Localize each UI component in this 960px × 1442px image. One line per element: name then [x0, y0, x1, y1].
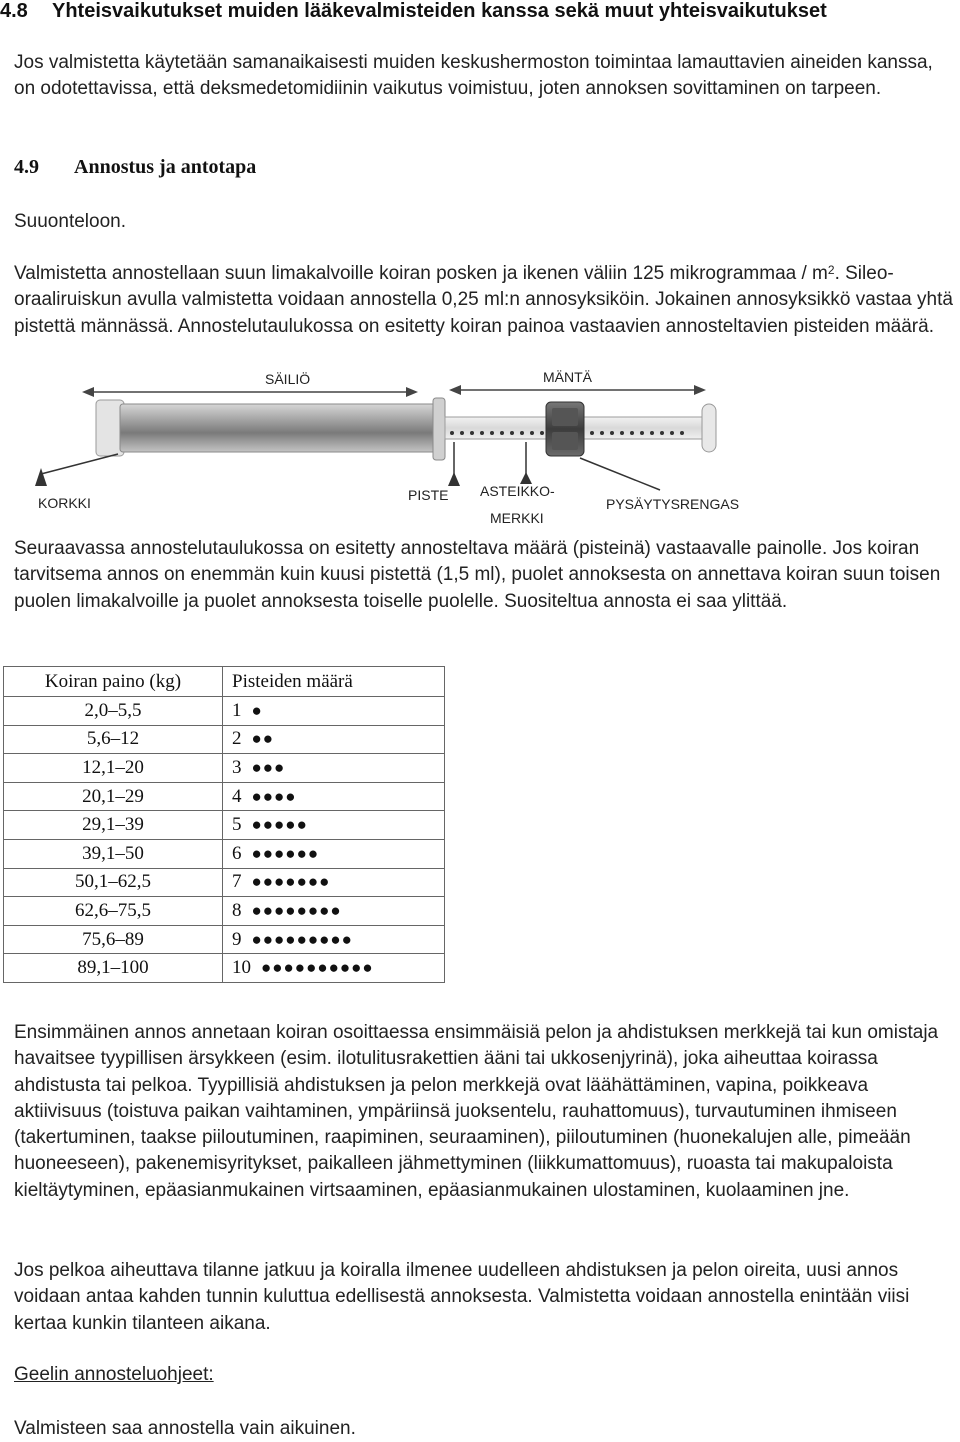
header-dot-count: Pisteiden määrä — [223, 667, 445, 697]
superscript: 2 — [827, 263, 835, 277]
dot-count-cell — [223, 954, 445, 983]
dot-count-number: 2 — [232, 728, 242, 750]
dot-symbols: ●● — [251, 729, 275, 749]
dot-symbols: ●●● — [251, 757, 286, 777]
header-weight: Koiran paino (kg) — [4, 667, 223, 697]
dot-count-number: 7 — [232, 871, 242, 893]
section-4-8-heading — [0, 0, 827, 23]
weight-cell: 50,1–62,5 — [4, 868, 223, 897]
plunger-end-shape — [702, 404, 716, 452]
table-row — [4, 897, 445, 926]
dot-count-cell — [223, 697, 445, 726]
dot-count-number: 8 — [232, 899, 242, 921]
syringe-diagram — [0, 362, 960, 532]
weight-cell: 20,1–29 — [4, 782, 223, 811]
table-row — [4, 954, 445, 983]
dot-count-cell — [223, 754, 445, 783]
dot-count-number: 6 — [232, 842, 242, 864]
dot-symbols: ●●●●●●●● — [251, 900, 342, 920]
dosing-text-part: Valmistetta annostellaan suun limakalvoille koiran posken ja ikenen väliin 125 mikrogrammaa / m — [14, 263, 828, 284]
section-title: Annostus ja antotapa — [74, 156, 257, 178]
label-mantta: MÄNTÄ — [543, 369, 592, 385]
arrow-mantta — [449, 385, 706, 395]
dot-symbols: ●●●● — [251, 786, 297, 806]
dot-count-number: 3 — [232, 756, 242, 778]
dot-symbols: ●●●●●●●●● — [251, 929, 353, 949]
weight-cell: 2,0–5,5 — [4, 697, 223, 726]
interactions-paragraph: Jos valmistetta käytetään samanaikaisesti muiden keskushermoston toimintaa lamauttavien aineiden kanssa, on odotettavissa, että deksmedetomidiinin vaikutus voimistuu, joten annoksen sovittaminen on tarpeen. — [14, 52, 933, 100]
dot-symbols: ●●●●● — [251, 815, 308, 835]
dot-symbols: ● — [251, 700, 263, 720]
weight-cell: 39,1–50 — [4, 839, 223, 868]
dot-count-number: 4 — [232, 785, 242, 807]
dot-count-cell — [223, 868, 445, 897]
stop-ring-detail — [552, 432, 578, 450]
table-intro-paragraph: Seuraavassa annostelutaulukossa on esitetty annosteltava määrä (pisteinä) vastaavalle painolle. Jos koiran tarvitsema annos on enemmän kuin kuusi pistettä (1,5 ml), puolet annoksesta on annettava koiran suun toisen puolen limakalvoille ja puolet annoksesta toiselle puolelle. Suositeltua annosta ei saa ylittää. — [14, 538, 941, 612]
table-row — [4, 811, 445, 840]
table-row — [4, 782, 445, 811]
dose-table — [3, 666, 445, 983]
table-row — [4, 868, 445, 897]
weight-cell: 75,6–89 — [4, 925, 223, 954]
label-pysaytysrengas: PYSÄYTYSRENGAS — [606, 496, 740, 512]
dot-count-number: 10 — [232, 957, 251, 979]
first-dose-paragraph: Ensimmäinen annos annetaan koiran osoittaessa ensimmäisiä pelon ja ahdistuksen merkkejä tai kun omistaja havaitsee tyypillisen ärsykkeen (esim. ilotulitusrakettien ääni tai ukkosenjyrinä), joka aiheuttaa koirassa ahdistusta tai pelkoa. Tyypillisiä ahdistuksen ja pelon merkkejä ovat läähättäminen, vapina, poikkeava aktiivisuus (toistuva paikan vaihtaminen, ympäriinsä juoksentelu, rauhattomuus), turvautuminen ihmiseen (takertuminen, taakse piiloutuminen, raapiminen, seuraaminen), piiloutuminen (huonekalujen alle, pimeään huoneeseen), pakenemisyritykset, paikalleen jähmettyminen (liikkumattomuus), ruoasta tai makupaloista kieltäytyminen, epäasianmukainen virtsaaminen, epäasianmukainen ulostaminen, kuolaaminen jne. — [14, 1022, 939, 1201]
dot-count-cell — [223, 897, 445, 926]
dot-count-cell — [223, 782, 445, 811]
dot-symbols: ●●●●●●●●●● — [261, 958, 374, 978]
table-header-row — [4, 667, 445, 697]
weight-cell: 12,1–20 — [4, 754, 223, 783]
weight-cell: 5,6–12 — [4, 725, 223, 754]
gel-instructions-heading: Geelin annosteluohjeet: — [14, 1364, 214, 1385]
table-row — [4, 754, 445, 783]
label-sailio: SÄILIÖ — [265, 371, 311, 387]
dot-count-cell — [223, 925, 445, 954]
table-row — [4, 697, 445, 726]
dot-count-number: 9 — [232, 928, 242, 950]
route-text: Suuonteloon. — [14, 211, 126, 232]
table-row — [4, 925, 445, 954]
dot-count-number: 1 — [232, 699, 242, 721]
dosing-paragraph — [14, 261, 954, 340]
section-4-9-heading — [14, 156, 256, 179]
flange-shape — [433, 398, 445, 460]
label-merkki: MERKKI — [490, 510, 544, 526]
barrel-shape — [120, 404, 438, 452]
section-title: Yhteisvaikutukset muiden lääkevalmisteiden kanssa sekä muut yhteisvaikutukset — [52, 0, 827, 22]
table-row — [4, 725, 445, 754]
section-number: 4.9 — [14, 156, 39, 178]
adult-only-note: Valmisteen saa annostella vain aikuinen. — [14, 1418, 356, 1439]
dot-symbols: ●●●●●● — [251, 843, 320, 863]
stop-ring-detail — [552, 408, 578, 426]
dosing-text-part: . Sileo-oraaliruiskun avulla valmistetta voidaan annostella 0,25 ml:n annosyksiköin. Jokainen annosyksikkö vastaa yhtä pistettä männässä. Annostelutaulukossa on esitetty koiran painoa vastaavien annosteltavien pisteiden määrä. — [14, 263, 953, 337]
label-asteikko: ASTEIKKO- — [480, 483, 555, 499]
label-korkki: KORKKI — [38, 495, 91, 511]
dot-count-cell — [223, 725, 445, 754]
dot-count-number: 5 — [232, 814, 242, 836]
dot-count-cell — [223, 839, 445, 868]
weight-cell: 62,6–75,5 — [4, 897, 223, 926]
table-row — [4, 839, 445, 868]
arrow-sailio — [82, 387, 418, 397]
section-number: 4.8 — [0, 0, 28, 22]
weight-cell: 89,1–100 — [4, 954, 223, 983]
repeat-dose-paragraph: Jos pelkoa aiheuttava tilanne jatkuu ja koiralla ilmenee uudelleen ahdistuksen ja pelon oireita, uusi annos voidaan antaa kahden tunnin kuluttua edellisestä annoksesta. Valmistetta voidaan annostella enintään viisi kertaa kunkin tilanteen aikana. — [14, 1260, 910, 1334]
weight-cell: 29,1–39 — [4, 811, 223, 840]
dot-count-cell — [223, 811, 445, 840]
label-piste: PISTE — [408, 487, 449, 503]
dot-symbols: ●●●●●●● — [251, 872, 331, 892]
